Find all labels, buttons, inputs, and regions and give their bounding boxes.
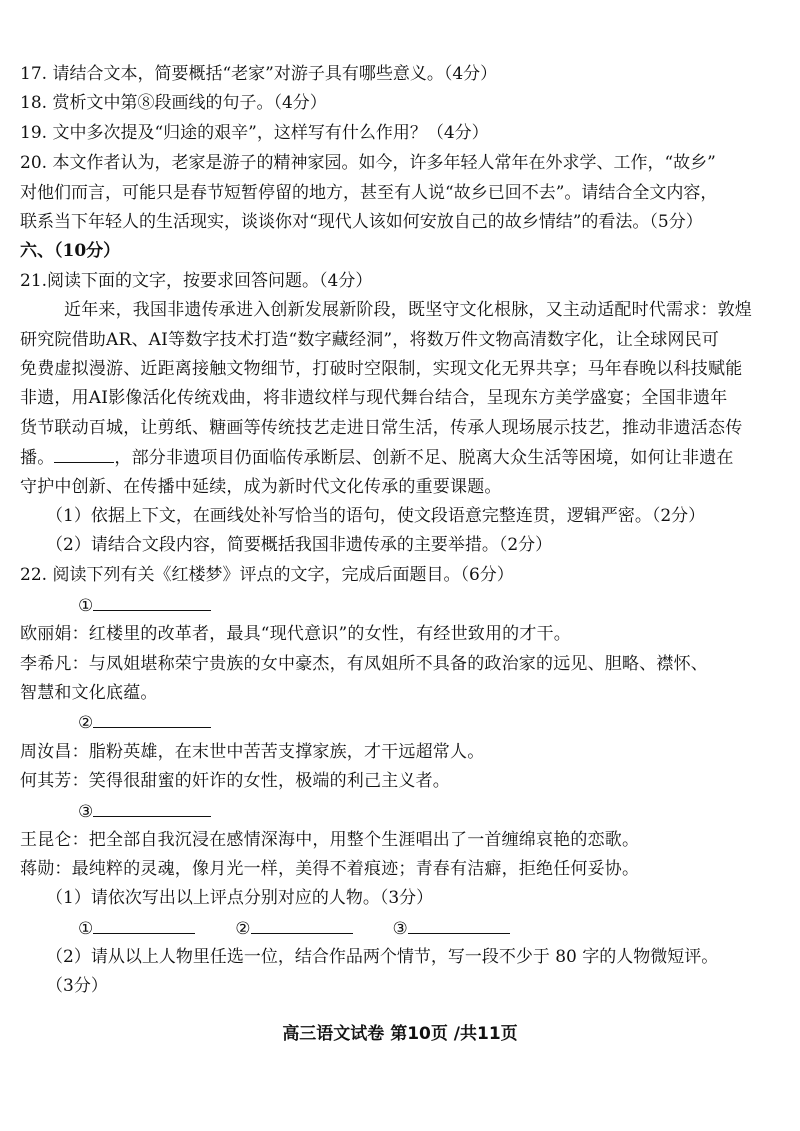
question-22-sub2-score: （3分） xyxy=(46,976,108,996)
critique-3-marker: ③ xyxy=(78,802,94,822)
critique-2-marker: ② xyxy=(78,713,94,733)
critique-line: 欧丽娟：红楼里的改革者，最具“现代意识”的女性，有经世致用的才干。 xyxy=(20,624,571,644)
question-20-line: 对他们而言，可能只是春节短暂停留的地方，甚至有人说“故乡已回不去”。请结合全文内容， xyxy=(20,183,718,203)
passage-blank-suffix: ，部分非遗项目仍面临传承断层、创新不足、脱离大众生活等困境，如何让非遗在 xyxy=(114,448,734,468)
critique-line: 王昆仑：把全部自我沉浸在感情深海中，用整个生涯唱出了一首缠绵哀艳的恋歌。 xyxy=(20,830,640,850)
critique-line: 周汝昌：脂粉英雄，在末世中苦苦支撑家族，才干远超常人。 xyxy=(20,742,485,762)
critique-2-blank[interactable] xyxy=(93,711,211,728)
passage-line: 研究院借助AR、AI等数字技术打造“数字藏经洞”，将数万件文物高清数字化，让全球网民可 xyxy=(20,330,720,350)
answer-1-marker: ① xyxy=(78,919,94,939)
question-21-stem: 21.阅读下面的文字，按要求回答问题。（4分） xyxy=(20,271,373,291)
critique-1-blank[interactable] xyxy=(93,594,211,611)
passage-blank-prefix: 播。 xyxy=(20,448,55,468)
answer-blanks-row xyxy=(78,917,778,940)
question-22-sub1: （1）请依次写出以上评点分别对应的人物。（3分） xyxy=(46,888,434,908)
passage-line: 货节联动百城，让剪纸、糖画等传统技艺走进日常生活，传承人现场展示技艺，推动非遗活态传 xyxy=(20,418,743,438)
passage-line: 守护中创新、在传播中延续，成为新时代文化传承的重要课题。 xyxy=(20,477,502,497)
passage-line: 近年来，我国非遗传承进入创新发展新阶段，既坚守文化根脉，又主动适配时代需求：敦煌 xyxy=(64,300,752,320)
answer-2-marker: ② xyxy=(235,919,251,939)
critique-1-blank-row xyxy=(78,594,778,617)
critique-3-blank[interactable] xyxy=(93,800,211,817)
critique-line: 智慧和文化底蕴。 xyxy=(20,683,158,703)
passage-line-with-blank xyxy=(20,446,780,469)
question-19: 19. 文中多次提及“归途的艰辛”，这样写有什么作用？（4分） xyxy=(20,123,489,143)
answer-3-marker: ③ xyxy=(392,919,408,939)
question-18: 18. 赏析文中第⑧段画线的句子。（4分） xyxy=(20,93,327,113)
answer-1-blank[interactable] xyxy=(93,917,195,934)
passage-line: 免费虚拟漫游、近距离接触文物细节，打破时空限制，实现文化无界共享；马年春晚以科技赋能 xyxy=(20,359,743,379)
critique-3-blank-row xyxy=(78,800,778,823)
question-21-sub2: （2）请结合文段内容，简要概括我国非遗传承的主要举措。（2分） xyxy=(46,535,553,555)
critique-line: 李希凡：与凤姐堪称荣宁贵族的女中豪杰，有凤姐所不具备的政治家的远见、胆略、襟怀、 xyxy=(20,654,708,674)
question-20-line: 联系当下年轻人的生活现实，谈谈你对“现代人该如何安放自己的故乡情结”的看法。（5分） xyxy=(20,212,703,232)
question-21-sub1: （1）依据上下文，在画线处补写恰当的语句，使文段语意完整连贯，逻辑严密。（2分） xyxy=(46,506,706,526)
critique-line: 蒋勋：最纯粹的灵魂，像月光一样，美得不着痕迹；青春有洁癖，拒绝任何妥协。 xyxy=(20,859,640,879)
page-footer: 高三语文试卷 第10页 /共11页 xyxy=(282,1024,518,1044)
question-22-stem: 22. 阅读下列有关《红楼梦》评点的文字，完成后面题目。（6分） xyxy=(20,565,514,585)
answer-3-blank[interactable] xyxy=(408,917,510,934)
question-17: 17. 请结合文本，简要概括“老家”对游子具有哪些意义。（4分） xyxy=(20,64,498,84)
critique-line: 何其芳：笑得很甜蜜的奸诈的女性，极端的利己主义者。 xyxy=(20,771,450,791)
critique-2-blank-row xyxy=(78,711,778,734)
critique-1-marker: ① xyxy=(78,596,94,616)
question-20-line: 20. 本文作者认为，老家是游子的精神家园。如今，许多年轻人常年在外求学、工作，“故乡” xyxy=(20,153,716,173)
answer-2-blank[interactable] xyxy=(251,917,353,934)
section-6-heading: 六、（10分） xyxy=(20,241,121,261)
fill-in-blank[interactable] xyxy=(54,446,114,463)
question-22-sub2: （2）请从以上人物里任选一位，结合作品两个情节，写一段不少于 80 字的人物微短评。 xyxy=(46,947,719,967)
passage-line: 非遗，用AI影像活化传统戏曲，将非遗纹样与现代舞台结合，呈现东方美学盛宴；全国非遗年 xyxy=(20,388,728,408)
